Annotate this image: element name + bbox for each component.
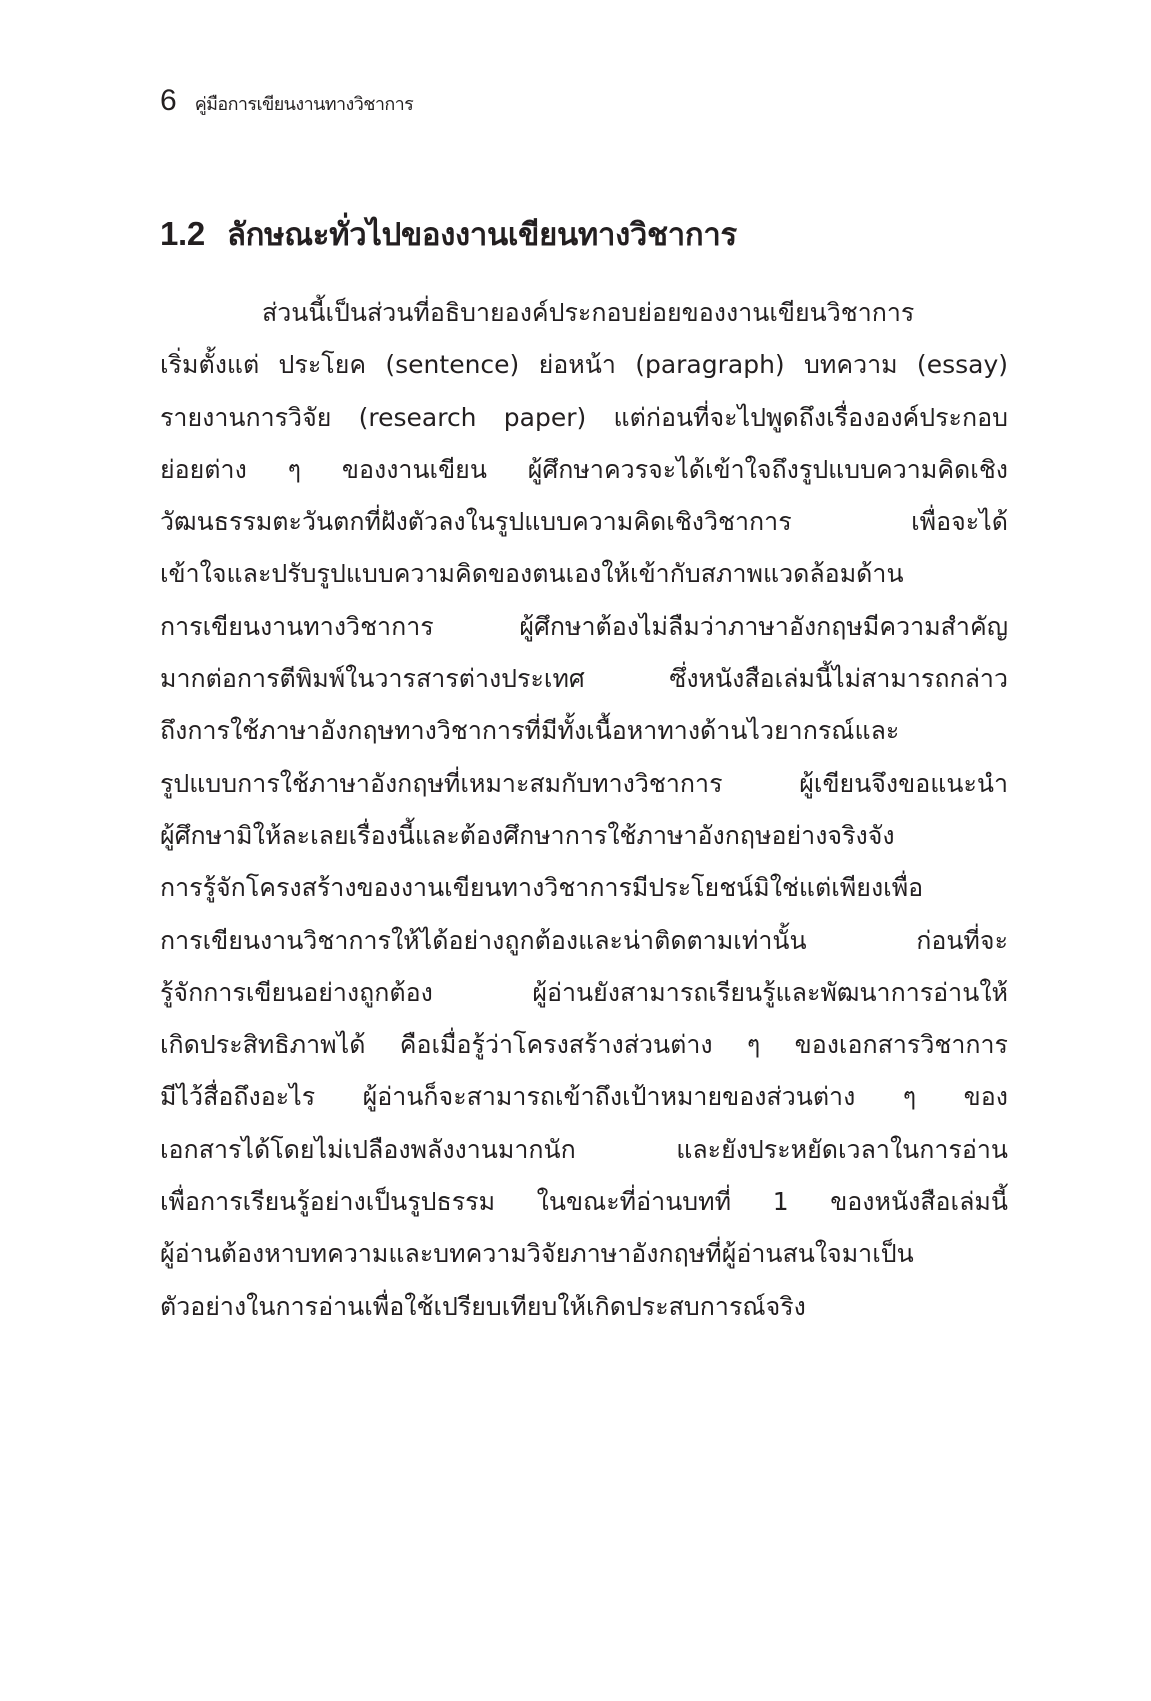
paragraph-line: ย่อยต่าง ๆ ของงานเขียน ผู้ศึกษาควรจะได้เข้าใจถึงรูปแบบความคิดเชิง [160,454,1008,484]
body-paragraph [160,287,1008,1333]
paragraph-line: ส่วนนี้เป็นส่วนที่อธิบายองค์ประกอบย่อยของงานเขียนวิชาการ [262,298,915,327]
section-heading [160,214,737,254]
running-title: คู่มือการเขียนงานทางวิชาการ [194,94,414,115]
paragraph-line: ถึงการใช้ภาษาอังกฤษทางวิชาการที่มีทั้งเนื้อหาทางด้านไวยากรณ์และ [160,716,900,746]
section-title: ลักษณะทั่วไปของงานเขียนทางวิชาการ [226,217,737,253]
paragraph-line: การรู้จักโครงสร้างของงานเขียนทางวิชาการมีประโยชน์มิใช่แต่เพียงเพื่อ [160,873,924,903]
section-number: 1.2 [160,215,205,252]
paragraph-line: การเขียนงานทางวิชาการ ผู้ศึกษาต้องไม่ลืมว่าภาษาอังกฤษมีความสำคัญ [160,611,1008,641]
paragraph-line: เพื่อการเรียนรู้อย่างเป็นรูปธรรม ในขณะที่อ่านบทที่ 1 ของหนังสือเล่มนี้ [160,1187,1008,1217]
paragraph-line: ผู้อ่านต้องหาบทความและบทความวิจัยภาษาอังกฤษที่ผู้อ่านสนใจมาเป็น [160,1239,914,1269]
paragraph-line: เข้าใจและปรับรูปแบบความคิดของตนเองให้เข้ากับสภาพแวดล้อมด้าน [160,559,904,589]
paragraph-line: วัฒนธรรมตะวันตกที่ฝังตัวลงในรูปแบบความคิดเชิงวิชาการ เพื่อจะได้ [160,507,1008,537]
paragraph-line: รายงานการวิจัย (research paper) แต่ก่อนที่จะไปพูดถึงเรื่ององค์ประกอบ [160,402,1008,432]
paragraph-line: ตัวอย่างในการอ่านเพื่อใช้เปรียบเทียบให้เกิดประสบการณ์จริง [160,1291,806,1321]
paragraph-line: เอกสารได้โดยไม่เปลืองพลังงานมากนัก และยังประหยัดเวลาในการอ่าน [160,1134,1008,1164]
paragraph-line: รูปแบบการใช้ภาษาอังกฤษที่เหมาะสมกับทางวิชาการ ผู้เขียนจึงขอแนะนำ [160,768,1008,798]
paragraph-line: มากต่อการตีพิมพ์ในวารสารต่างประเทศ ซึ่งหนังสือเล่มนี้ไม่สามารถกล่าว [160,664,1008,694]
paragraph-line: เกิดประสิทธิภาพได้ คือเมื่อรู้ว่าโครงสร้างส่วนต่าง ๆ ของเอกสารวิชาการ [160,1030,1008,1060]
paragraph-line: ผู้ศึกษามิให้ละเลยเรื่องนี้และต้องศึกษาการใช้ภาษาอังกฤษอย่างจริงจัง [160,820,895,850]
paragraph-line: การเขียนงานวิชาการให้ได้อย่างถูกต้องและน่าติดตามเท่านั้น ก่อนที่จะ [160,925,1008,955]
page-number: 6 [160,84,177,117]
paragraph-line: มีไว้สื่อถึงอะไร ผู้อ่านก็จะสามารถเข้าถึงเป้าหมายของส่วนต่าง ๆ ของ [160,1082,1008,1112]
paragraph-line: รู้จักการเขียนอย่างถูกต้อง ผู้อ่านยังสามารถเรียนรู้และพัฒนาการอ่านให้ [160,977,1008,1007]
running-header [160,86,413,116]
paragraph-line: เริ่มตั้งแต่ ประโยค (sentence) ย่อหน้า (paragraph) บทความ (essay) [160,350,1008,380]
